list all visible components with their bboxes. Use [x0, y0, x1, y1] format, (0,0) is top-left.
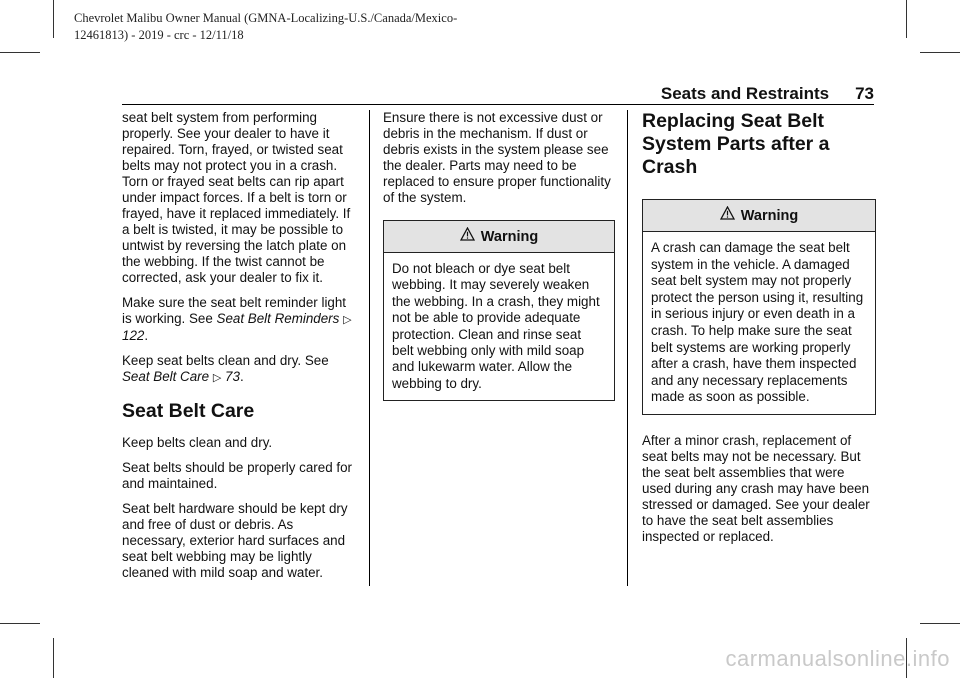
crop-mark — [920, 623, 960, 624]
text-column-3 — [642, 110, 876, 554]
page-number: 73 — [855, 84, 874, 103]
crop-mark — [53, 0, 54, 38]
paragraph: Keep seat belts clean and dry. See Seat Belt Care ▷ 73. — [122, 353, 329, 384]
paragraph-text: Keep seat belts clean and dry. See — [122, 353, 329, 368]
warning-triangle-icon — [460, 227, 475, 246]
paragraph: seat belt system from performing properly. See your dealer to have it repaired. Torn, frayed, or twisted seat belts may not protect you in a crash. Torn or frayed seat belts can rip apart under impact forces. If a belt is torn or frayed, have it replaced immediately. If a belt is twisted, it may be possible to untwist by reversing the latch plate on the webbing. If the twist cannot be corrected, ask your dealer to fix it. — [122, 110, 351, 285]
cross-reference-page: 73 — [225, 369, 240, 384]
page-reference-arrow-icon: ▷ — [212, 372, 222, 384]
section-heading: Replacing Seat Belt System Parts after a Crash — [642, 110, 830, 178]
paragraph: After a minor crash, replacement of seat belts may not be necessary. But the seat belt assemblies that were used during any crash may have been stressed or damaged. See your dealer to have the seat belt assemblies inspected or replaced. — [642, 432, 870, 544]
chapter-title: Seats and Restraints — [660, 84, 830, 103]
warning-text: A crash can damage the seat belt system in the vehicle. A damaged seat belt system may not properly protect the person using it, resulting in serious injury or even death in a crash. To help make sure the seat belt systems are working properly after a crash, have them inspected and any necessary replacements made as soon as possible. — [651, 240, 864, 405]
document-header-line1: Chevrolet Malibu Owner Manual (GMNA-Localizing-U.S./Canada/Mexico- — [74, 11, 458, 25]
paragraph: Seat belts should be properly cared for and maintained. — [122, 460, 353, 491]
crop-mark — [0, 52, 40, 53]
running-head — [560, 84, 874, 104]
warning-box — [642, 199, 876, 415]
cross-reference-link[interactable] — [122, 369, 240, 384]
crop-mark — [906, 0, 907, 38]
text-column-1 — [122, 110, 358, 590]
watermark: carmanualsonline.info — [725, 646, 950, 671]
warning-header — [384, 221, 614, 253]
cross-reference-page: 122 — [122, 328, 145, 343]
crop-mark — [920, 52, 960, 53]
paragraph: Keep belts clean and dry. — [122, 435, 273, 450]
document-header-line2: 12461813) - 2019 - crc - 12/11/18 — [74, 28, 244, 42]
cross-reference-title: Seat Belt Reminders — [216, 311, 340, 326]
text-column-2 — [383, 110, 615, 401]
paragraph: Seat belt hardware should be kept dry and free of dust or debris. As necessary, exterior hard surfaces and seat belt webbing may be lightly cleaned with mild soap and water. — [122, 501, 348, 580]
crop-mark — [0, 623, 40, 624]
page-reference-arrow-icon: ▷ — [343, 314, 352, 326]
column-divider — [369, 110, 370, 586]
column-divider — [627, 110, 628, 586]
warning-box — [383, 220, 615, 401]
warning-label: Warning — [740, 208, 799, 224]
warning-header — [643, 200, 875, 232]
document-header — [74, 10, 594, 44]
section-heading: Seat Belt Care — [122, 400, 255, 422]
warning-text: Do not bleach or dye seat belt webbing. It may severely weaken the webbing. In a crash, they might not be able to provide adequate protection. Clean and rinse seat belt webbing only with mild soap and lukewarm water. Allow the webbing to dry. — [392, 261, 600, 391]
cross-reference-title: Seat Belt Care — [122, 369, 210, 384]
warning-label: Warning — [480, 229, 539, 245]
header-rule — [122, 104, 874, 105]
paragraph: Make sure the seat belt reminder light is working. See Seat Belt Reminders ▷ 122. — [122, 295, 352, 343]
paragraph: Ensure there is not excessive dust or debris in the mechanism. If dust or debris exists in the system please see the dealer. Parts may need to be replaced to ensure proper functionality of the system. — [383, 110, 611, 205]
warning-triangle-icon — [720, 206, 735, 225]
paragraph-text: Make sure the seat belt reminder light is working. See — [122, 295, 347, 326]
